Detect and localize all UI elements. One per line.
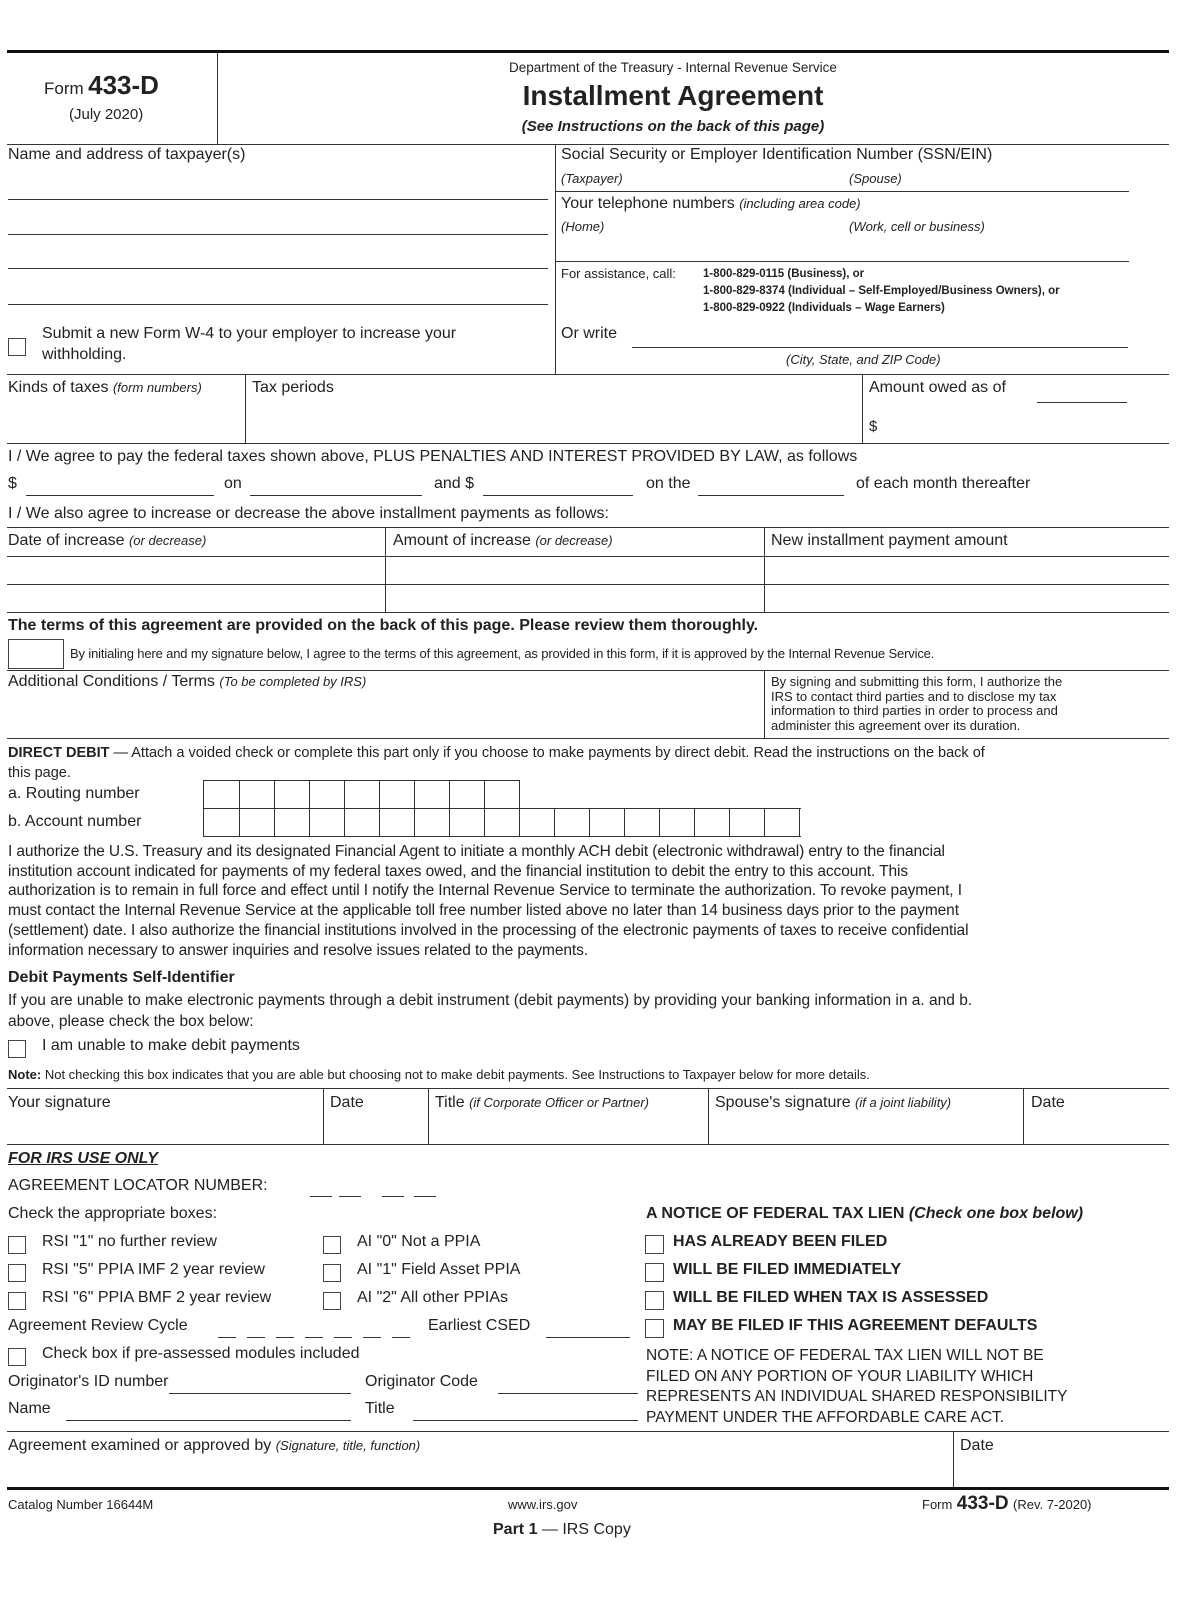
kinds-taxes-field[interactable] (8, 400, 243, 442)
irs-title-label: Title (365, 1400, 395, 1417)
and-label: and $ (434, 475, 475, 492)
lien-note (646, 1346, 1067, 1429)
irs-title-field[interactable] (413, 1398, 638, 1420)
examined-date-label: Date (960, 1437, 994, 1454)
assist-line-3: 1-800-829-0922 (Individuals – Wage Earners) (703, 302, 945, 314)
locator-field[interactable] (308, 1176, 438, 1198)
ai-2-checkbox[interactable] (323, 1292, 341, 1310)
amount-increase-label (393, 532, 613, 550)
date-label-1: Date (330, 1094, 364, 1111)
direct-debit-heading: DIRECT DEBIT (8, 745, 110, 761)
lien-filed-label: HAS ALREADY BEEN FILED (673, 1233, 888, 1250)
rsi-6-label: RSI "6" PPIA BMF 2 year review (42, 1289, 272, 1306)
lien-note-line-1: NOTE: A NOTICE OF FEDERAL TAX LIEN WILL NOT BE (646, 1347, 1044, 1364)
rsi-1-label: RSI "1" no further review (42, 1233, 217, 1250)
kinds-taxes-label (8, 379, 202, 397)
lien-heading-hint: (Check one box below) (908, 1205, 1084, 1222)
new-installment-label: New installment payment amount (771, 532, 1008, 549)
phone-field[interactable] (620, 238, 1120, 260)
routing-label: a. Routing number (8, 785, 140, 802)
locator-label: AGREEMENT LOCATOR NUMBER: (8, 1177, 268, 1194)
footer-form-number: 433-D (956, 1493, 1009, 1514)
ai-0-label: AI "0" Not a PPIA (357, 1233, 481, 1250)
originator-code-label: Originator Code (365, 1373, 478, 1390)
form-word: Form (44, 79, 84, 98)
lien-filed-checkbox[interactable] (645, 1235, 664, 1254)
addl-conditions-text: Additional Conditions / Terms (8, 673, 215, 690)
title-hint: (if Corporate Officer or Partner) (469, 1095, 649, 1110)
kinds-taxes-text: Kinds of taxes (8, 379, 109, 396)
date-increase-hint: (or decrease) (128, 533, 207, 548)
debit-self-heading: Debit Payments Self-Identifier (8, 969, 235, 986)
lien-heading (646, 1205, 1083, 1223)
day-of-month-field[interactable] (698, 473, 844, 495)
on-the-label: on the (646, 475, 691, 492)
ai-2-label: AI "2" All other PPIAs (357, 1289, 508, 1306)
write-hint: (City, State, and ZIP Code) (786, 352, 941, 367)
ach-line-5: (settlement) date. I also authorize the financial institutions involved in the processing of the electronic payments of taxes to receive confidential (8, 921, 969, 939)
w4-checkbox[interactable] (8, 338, 26, 356)
authorize-text (771, 675, 1062, 733)
payment-amount-field[interactable] (26, 473, 214, 495)
examined-hint: (Signature, title, function) (275, 1438, 421, 1453)
your-signature-field[interactable] (8, 1115, 318, 1143)
unable-debit-checkbox[interactable] (8, 1040, 26, 1058)
irs-use-heading: FOR IRS USE ONLY (8, 1150, 158, 1167)
authorize-line-1: By signing and submitting this form, I authorize the (771, 674, 1063, 689)
preassessed-checkbox[interactable] (8, 1348, 26, 1366)
examined-date-field[interactable] (960, 1458, 1128, 1486)
account-label: b. Account number (8, 813, 142, 830)
tax-periods-label: Tax periods (252, 379, 334, 396)
lien-assessed-label: WILL BE FILED WHEN TAX IS ASSESSED (673, 1289, 989, 1306)
debit-note-bold: Note: (8, 1067, 42, 1082)
increase-text: I / We also agree to increase or decrease the above installment payments as follows: (8, 505, 609, 522)
amount-owed-label: Amount owed as of (869, 379, 1006, 396)
assist-label: For assistance, call: (561, 266, 676, 281)
lien-note-line-2: FILED ON ANY PORTION OF YOUR LIABILITY WHICH (646, 1367, 1034, 1385)
phone-label-text: Your telephone numbers (561, 195, 735, 212)
w4-label-2: withholding. (42, 346, 127, 363)
initial-box[interactable] (8, 639, 64, 669)
ssn-spouse-label: (Spouse) (849, 171, 902, 186)
phone-hint: (including area code) (739, 196, 861, 211)
lien-note-line-3: REPRESENTS AN INDIVIDUAL SHARED RESPONSIBILITY (646, 1388, 1068, 1406)
kinds-taxes-hint: (form numbers) (112, 380, 202, 395)
ai-0-checkbox[interactable] (323, 1236, 341, 1254)
authorize-line-2: IRS to contact third parties and to disclose my tax (771, 688, 1057, 704)
originator-code-field[interactable] (498, 1372, 638, 1394)
form-date: (July 2020) (69, 106, 144, 123)
date-label-2: Date (1031, 1094, 1065, 1111)
lien-note-line-4: PAYMENT UNDER THE AFFORDABLE CARE ACT. (646, 1409, 1005, 1427)
agreement-text: I / We agree to pay the federal taxes shown above, PLUS PENALTIES AND INTEREST PROVIDED BY LAW, as follows (8, 448, 858, 465)
terms-notice: The terms of this agreement are provided on the back of this page. Please review them thoroughly. (8, 617, 759, 634)
originator-id-label: Originator's ID number (8, 1373, 169, 1390)
spouse-signature-field[interactable] (715, 1115, 1015, 1143)
phone-work-label: (Work, cell or business) (849, 219, 985, 234)
amount-dollar-sign: $ (869, 418, 878, 435)
ach-authorization (8, 842, 1168, 960)
ach-line-3: authorization is to remain in full force and effect until I notify the Internal Revenue Service to terminate the authorization. To revoke payment, I (8, 882, 962, 900)
page-title: Installment Agreement (522, 80, 824, 111)
ach-line-1: I authorize the U.S. Treasury and its designated Financial Agent to initiate a monthly ACH debit (electronic withdrawal) entry to the financial (8, 843, 945, 860)
on-label: on (224, 475, 242, 492)
form-id (44, 70, 194, 101)
date-increase-label (8, 532, 206, 550)
amount-owed-field[interactable] (885, 414, 1125, 440)
authorize-line-4: administer this agreement over its duration. (771, 717, 1021, 733)
assist-line-1: 1-800-829-0115 (Business), or (703, 268, 865, 280)
direct-debit-text (8, 743, 1168, 783)
lien-immediate-label: WILL BE FILED IMMEDIATELY (673, 1261, 902, 1278)
title-text: Title (435, 1094, 465, 1111)
phone-home-label: (Home) (561, 219, 605, 234)
unable-debit-label: I am unable to make debit payments (42, 1037, 300, 1054)
addl-conditions-hint: (To be completed by IRS) (219, 674, 367, 689)
ai-1-checkbox[interactable] (323, 1264, 341, 1282)
addl-conditions-label (8, 673, 366, 691)
date-field-2[interactable] (1031, 1115, 1128, 1143)
rsi-6-checkbox[interactable] (8, 1292, 26, 1310)
originator-id-field[interactable] (169, 1372, 351, 1394)
check-boxes-label: Check the appropriate boxes: (8, 1205, 218, 1222)
ai-1-label: AI "1" Field Asset PPIA (357, 1261, 521, 1278)
catalog-number: Catalog Number 16644M (8, 1497, 154, 1512)
title-label (435, 1094, 649, 1112)
ssn-field[interactable] (640, 166, 1120, 190)
footer-part-bold: Part 1 (493, 1521, 538, 1538)
examined-field[interactable] (8, 1458, 948, 1486)
footer-rev: (Rev. 7-2020) (1013, 1497, 1092, 1512)
footer-part-rest: — IRS Copy (537, 1521, 631, 1538)
amount-increase-text: Amount of increase (393, 532, 531, 549)
ach-line-2: institution account indicated for payments of my federal taxes owed, and the financial institution to debit the entry to this account. This (8, 862, 908, 880)
write-address-field[interactable] (632, 322, 1128, 346)
w4-label: Submit a new Form W-4 to your employer to increase your (42, 325, 457, 342)
footer-part (493, 1521, 631, 1539)
debit-note (8, 1067, 870, 1082)
ach-line-6: information necessary to answer inquiries and resolve issues related to the payments. (8, 941, 588, 959)
tax-periods-field[interactable] (252, 400, 857, 442)
form-number: 433-D (88, 70, 159, 100)
lien-immediate-checkbox[interactable] (645, 1263, 664, 1282)
amount-increase-hint: (or decrease) (535, 533, 613, 548)
department: Department of the Treasury - Internal Revenue Service (509, 60, 837, 75)
spouse-signature-label (715, 1094, 951, 1112)
routing-number-field[interactable] (203, 780, 520, 809)
examined-label (8, 1437, 420, 1455)
direct-debit-line-2: this page. (8, 765, 71, 781)
debit-note-text: Not checking this box indicates that you are able but choosing not to make debit payments. See Instructions to Taxpayer below for more details. (41, 1067, 870, 1082)
rsi-1-checkbox[interactable] (8, 1236, 26, 1254)
ssn-label: Social Security or Employer Identification Number (SSN/EIN) (561, 146, 993, 163)
each-month-label: of each month thereafter (856, 475, 1031, 492)
payment-date-field[interactable] (250, 473, 422, 495)
debit-self-text (8, 990, 1168, 1032)
name-address-label: Name and address of taxpayer(s) (8, 146, 246, 163)
earliest-csed-field[interactable] (546, 1316, 630, 1338)
debit-self-line-2: above, please check the box below: (8, 1013, 254, 1030)
lien-assessed-checkbox[interactable] (645, 1291, 664, 1310)
footer-form-id (922, 1493, 1092, 1515)
lien-heading-text: A NOTICE OF FEDERAL TAX LIEN (646, 1205, 905, 1222)
payment-dollar-sign: $ (8, 475, 17, 492)
website-link[interactable]: www.irs.gov (508, 1497, 578, 1512)
name-label: Name (8, 1400, 51, 1417)
write-label: Or write (561, 325, 617, 342)
date-field-1[interactable] (330, 1115, 425, 1143)
assist-line-2: 1-800-829-8374 (Individual – Self-Employed/Business Owners), or (703, 285, 1060, 297)
phone-label (561, 195, 861, 213)
your-signature-label: Your signature (8, 1094, 111, 1111)
lien-default-checkbox[interactable] (645, 1319, 664, 1338)
page-subtitle: (See Instructions on the back of this page) (521, 118, 825, 135)
preassessed-label: Check box if pre-assessed modules included (42, 1345, 360, 1362)
date-increase-text: Date of increase (8, 532, 125, 549)
spouse-signature-text: Spouse's signature (715, 1094, 851, 1111)
title-field[interactable] (435, 1115, 703, 1143)
review-cycle-label: Agreement Review Cycle (8, 1317, 188, 1334)
review-cycle-field[interactable] (216, 1316, 416, 1338)
increase-row-2[interactable] (8, 585, 1128, 611)
footer-form-word: Form (922, 1497, 953, 1512)
rsi-5-checkbox[interactable] (8, 1264, 26, 1282)
initial-text: By initialing here and my signature below, I agree to the terms of this agreement, as provided in this form, if it is approved by the Internal Revenue Service. (70, 646, 935, 661)
monthly-amount-field[interactable] (483, 473, 633, 495)
amount-owed-date-field[interactable] (1037, 380, 1127, 402)
authorize-line-3: information to third parties in order to process and (771, 703, 1058, 718)
increase-row-1[interactable] (8, 557, 1128, 583)
ach-line-4: must contact the Internal Revenue Service at the applicable toll free number listed above no later than 14 business days prior to the payment (8, 902, 959, 920)
name-field[interactable] (66, 1398, 351, 1420)
spouse-signature-hint: (if a joint liability) (855, 1095, 952, 1110)
ssn-taxpayer-label: (Taxpayer) (561, 171, 623, 186)
examined-text: Agreement examined or approved by (8, 1437, 272, 1454)
account-number-field[interactable] (203, 808, 801, 837)
rsi-5-label: RSI "5" PPIA IMF 2 year review (42, 1261, 265, 1278)
direct-debit-line-1: — Attach a voided check or complete this part only if you choose to make payments by direct debit. Read the instructions on the back of (109, 745, 985, 761)
debit-self-line-1: If you are unable to make electronic payments through a debit instrument (debit payments) by providing your banking information in a. and b. (8, 992, 973, 1009)
name-address-field[interactable] (8, 166, 548, 306)
lien-default-label: MAY BE FILED IF THIS AGREEMENT DEFAULTS (673, 1317, 1038, 1334)
earliest-csed-label: Earliest CSED (428, 1317, 531, 1334)
